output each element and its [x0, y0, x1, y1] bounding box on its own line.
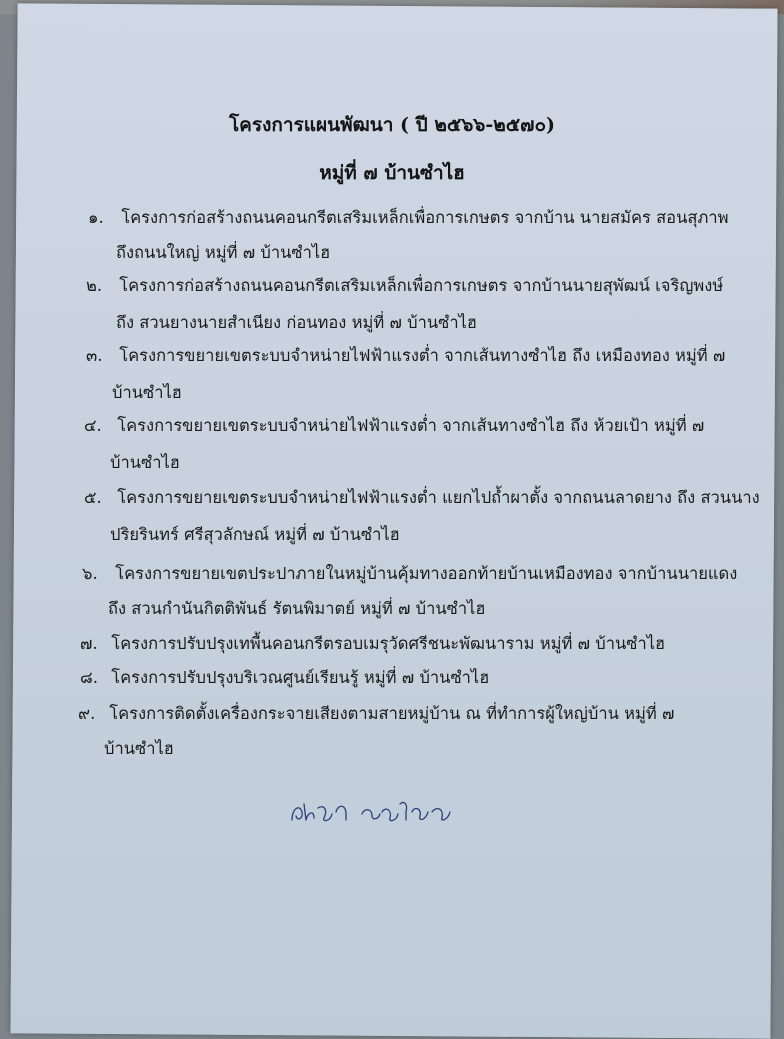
item-text-continuation: บ้านซำไฮ [110, 453, 180, 472]
item-text: โครงการขยายเขตระบบจำหน่ายไฟฟ้าแรงต่ำ จากเส้นทางซำไฮ ถึง ห้วยเป้า หมู่ที่ ๗ [117, 416, 705, 435]
list-item [82, 556, 737, 592]
item-text: โครงการติดตั้งเครื่องกระจายเสียงตามสายหมู่บ้าน ณ ที่ทำการผู้ใหญ่บ้าน หมู่ที่ ๗ [109, 704, 675, 723]
list-item [88, 200, 728, 236]
item-text-continuation: ถึงถนนใหญ่ หมู่ที่ ๗ บ้านซำไฮ [116, 243, 331, 262]
item-text: โครงการขยายเขตระบบจำหน่ายไฟฟ้าแรงต่ำ จากเส้นทางซำไฮ ถึง เหมืองทอง หมู่ที่ ๗ [119, 346, 726, 365]
item-number: ๒. [86, 276, 103, 295]
item-text: โครงการปรับปรุงเทพื้นคอนกรีตรอบเมรุวัดศรีชนะพัฒนาราม หมู่ที่ ๗ บ้านซำไฮ [111, 634, 666, 653]
document-subtitle: หมู่ที่ ๗ บ้านซำไฮ [319, 162, 465, 184]
item-text: โครงการปรับปรุงบริเวณศูนย์เรียนรู้ หมู่ที่ ๗ บ้านซำไฮ [111, 668, 490, 687]
handwritten-signature [288, 790, 458, 834]
item-text: โครงการขยายเขตประปาภายในหมู่บ้านคุ้มทางออกท้ายบ้านเหมืองทอง จากบ้านนายแดง [115, 564, 738, 583]
item-text-continuation: ถึง สวนกำนันกิตติพันธ์ รัตนพิมาตย์ หมู่ที่ ๗ บ้านซำไฮ [108, 599, 486, 618]
list-item [86, 338, 725, 374]
item-text-continuation: บ้านซำไฮ [112, 383, 182, 402]
document-title: โครงการแผนพัฒนา ( ปี ๒๕๖๖-๒๕๗๐) [228, 114, 556, 136]
item-number: ๗. [80, 634, 98, 653]
list-item [86, 268, 723, 304]
item-number: ๕. [84, 488, 102, 507]
item-text-continuation: บ้านซำไฮ [104, 739, 174, 758]
item-text-continuation: ปริยรินทร์ ศรีสุวลักษณ์ หมู่ที่ ๗ บ้านซำไฮ [110, 525, 400, 544]
item-number: ๓. [86, 346, 103, 365]
item-number: ๔. [84, 416, 102, 435]
list-item [84, 480, 760, 516]
list-item [80, 626, 665, 662]
item-text: โครงการก่อสร้างถนนคอนกรีตเสริมเหล็กเพื่อการเกษตร จากบ้านนายสุพัฒน์ เจริญพงษ์ [119, 276, 724, 295]
item-number: ๙. [78, 704, 96, 723]
item-number: ๘. [80, 668, 98, 687]
list-item [80, 660, 489, 696]
item-number: ๑. [88, 208, 104, 227]
list-item [84, 408, 704, 444]
list-item [78, 696, 674, 732]
item-text: โครงการก่อสร้างถนนคอนกรีตเสริมเหล็กเพื่อการเกษตร จากบ้าน นายสมัคร สอนสุภาพ [121, 208, 729, 227]
item-number: ๖. [82, 564, 98, 583]
item-text-continuation: ถึง สวนยางนายสำเนียง ก่อนทอง หมู่ที่ ๗ บ้านซำไฮ [116, 313, 477, 332]
item-text: โครงการขยายเขตระบบจำหน่ายไฟฟ้าแรงต่ำ แยกไปถ้ำผาตั้ง จากถนนลาดยาง ถึง สวนนาง [117, 488, 760, 507]
